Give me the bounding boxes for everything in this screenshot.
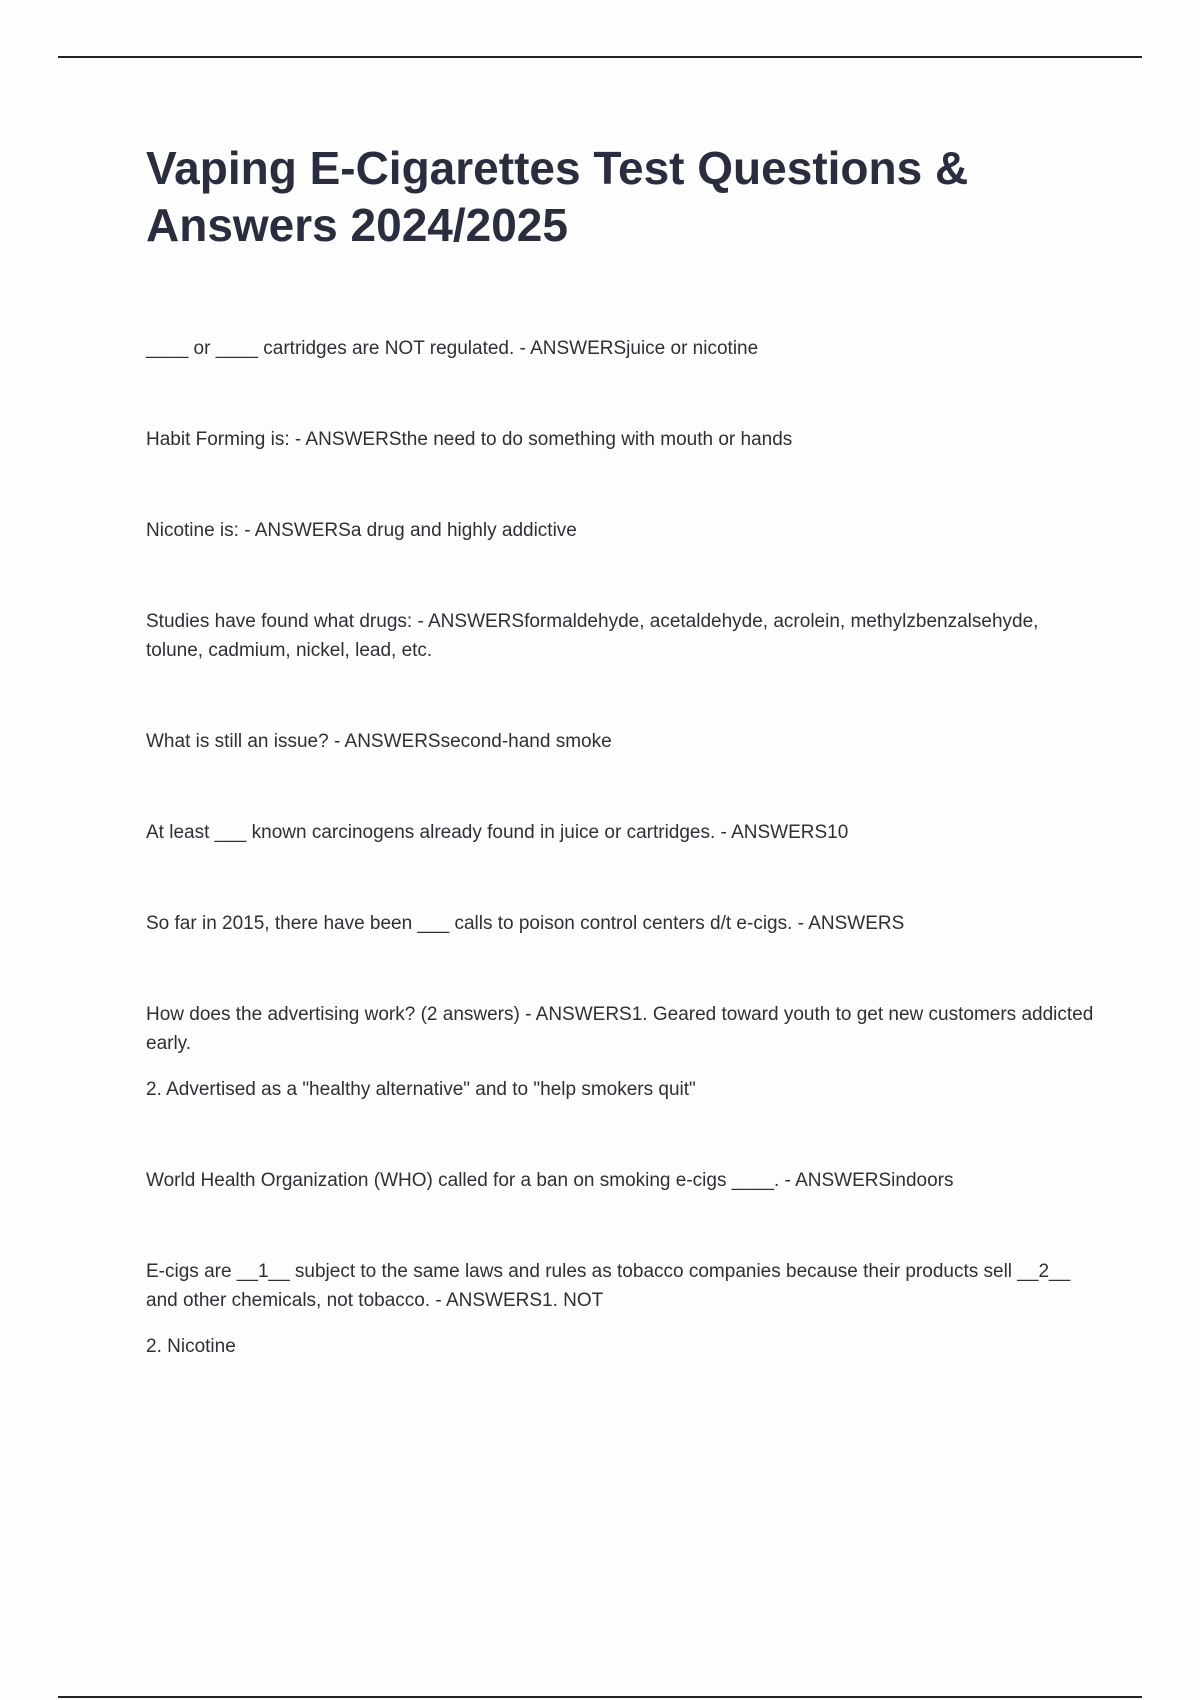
- qa-text: What is still an issue? - ANSWERSsecond-hand smoke: [146, 731, 612, 752]
- document-page: [146, 140, 1096, 1423]
- qa-text: World Health Organization (WHO) called for a ban on smoking e-cigs ____. - ANSWERSindoors: [146, 1170, 954, 1191]
- qa-item: [146, 607, 1096, 665]
- document-title: Vaping E-Cigarettes Test Questions & Answers 2024/2025: [146, 142, 969, 251]
- qa-item: [146, 1257, 1096, 1361]
- qa-item: [146, 727, 1096, 756]
- qa-text-continuation: 2. Nicotine: [146, 1336, 236, 1357]
- qa-item: [146, 1000, 1096, 1104]
- qa-text: Nicotine is: - ANSWERSa drug and highly addictive: [146, 520, 577, 541]
- qa-list: [146, 334, 1096, 1361]
- qa-text: At least ___ known carcinogens already found in juice or cartridges. - ANSWERS10: [146, 822, 849, 843]
- qa-text: So far in 2015, there have been ___ calls to poison control centers d/t e-cigs. - ANSWERS: [146, 913, 905, 934]
- qa-item: [146, 425, 1096, 454]
- qa-item: [146, 516, 1096, 545]
- qa-item: [146, 818, 1096, 847]
- qa-text: Habit Forming is: - ANSWERSthe need to do something with mouth or hands: [146, 429, 793, 450]
- qa-text: ____ or ____ cartridges are NOT regulated. - ANSWERSjuice or nicotine: [146, 338, 759, 359]
- qa-item: [146, 334, 1096, 363]
- top-rule: [58, 56, 1142, 58]
- qa-text: Studies have found what drugs: - ANSWERSformaldehyde, acetaldehyde, acrolein, methylzbenzalsehyde, tolune, cadmium, nickel, lead, etc.: [146, 611, 1039, 661]
- qa-text-continuation: 2. Advertised as a "healthy alternative" and to "help smokers quit": [146, 1079, 696, 1100]
- qa-text: How does the advertising work? (2 answers) - ANSWERS1. Geared toward youth to get new customers addicted early.: [146, 1004, 1094, 1054]
- qa-text: E-cigs are __1__ subject to the same laws and rules as tobacco companies because their products sell __2__ and other chemicals, not tobacco. - ANSWERS1. NOT: [146, 1261, 1071, 1311]
- qa-item: [146, 909, 1096, 938]
- qa-item: [146, 1166, 1096, 1195]
- bottom-rule: [58, 1696, 1142, 1698]
